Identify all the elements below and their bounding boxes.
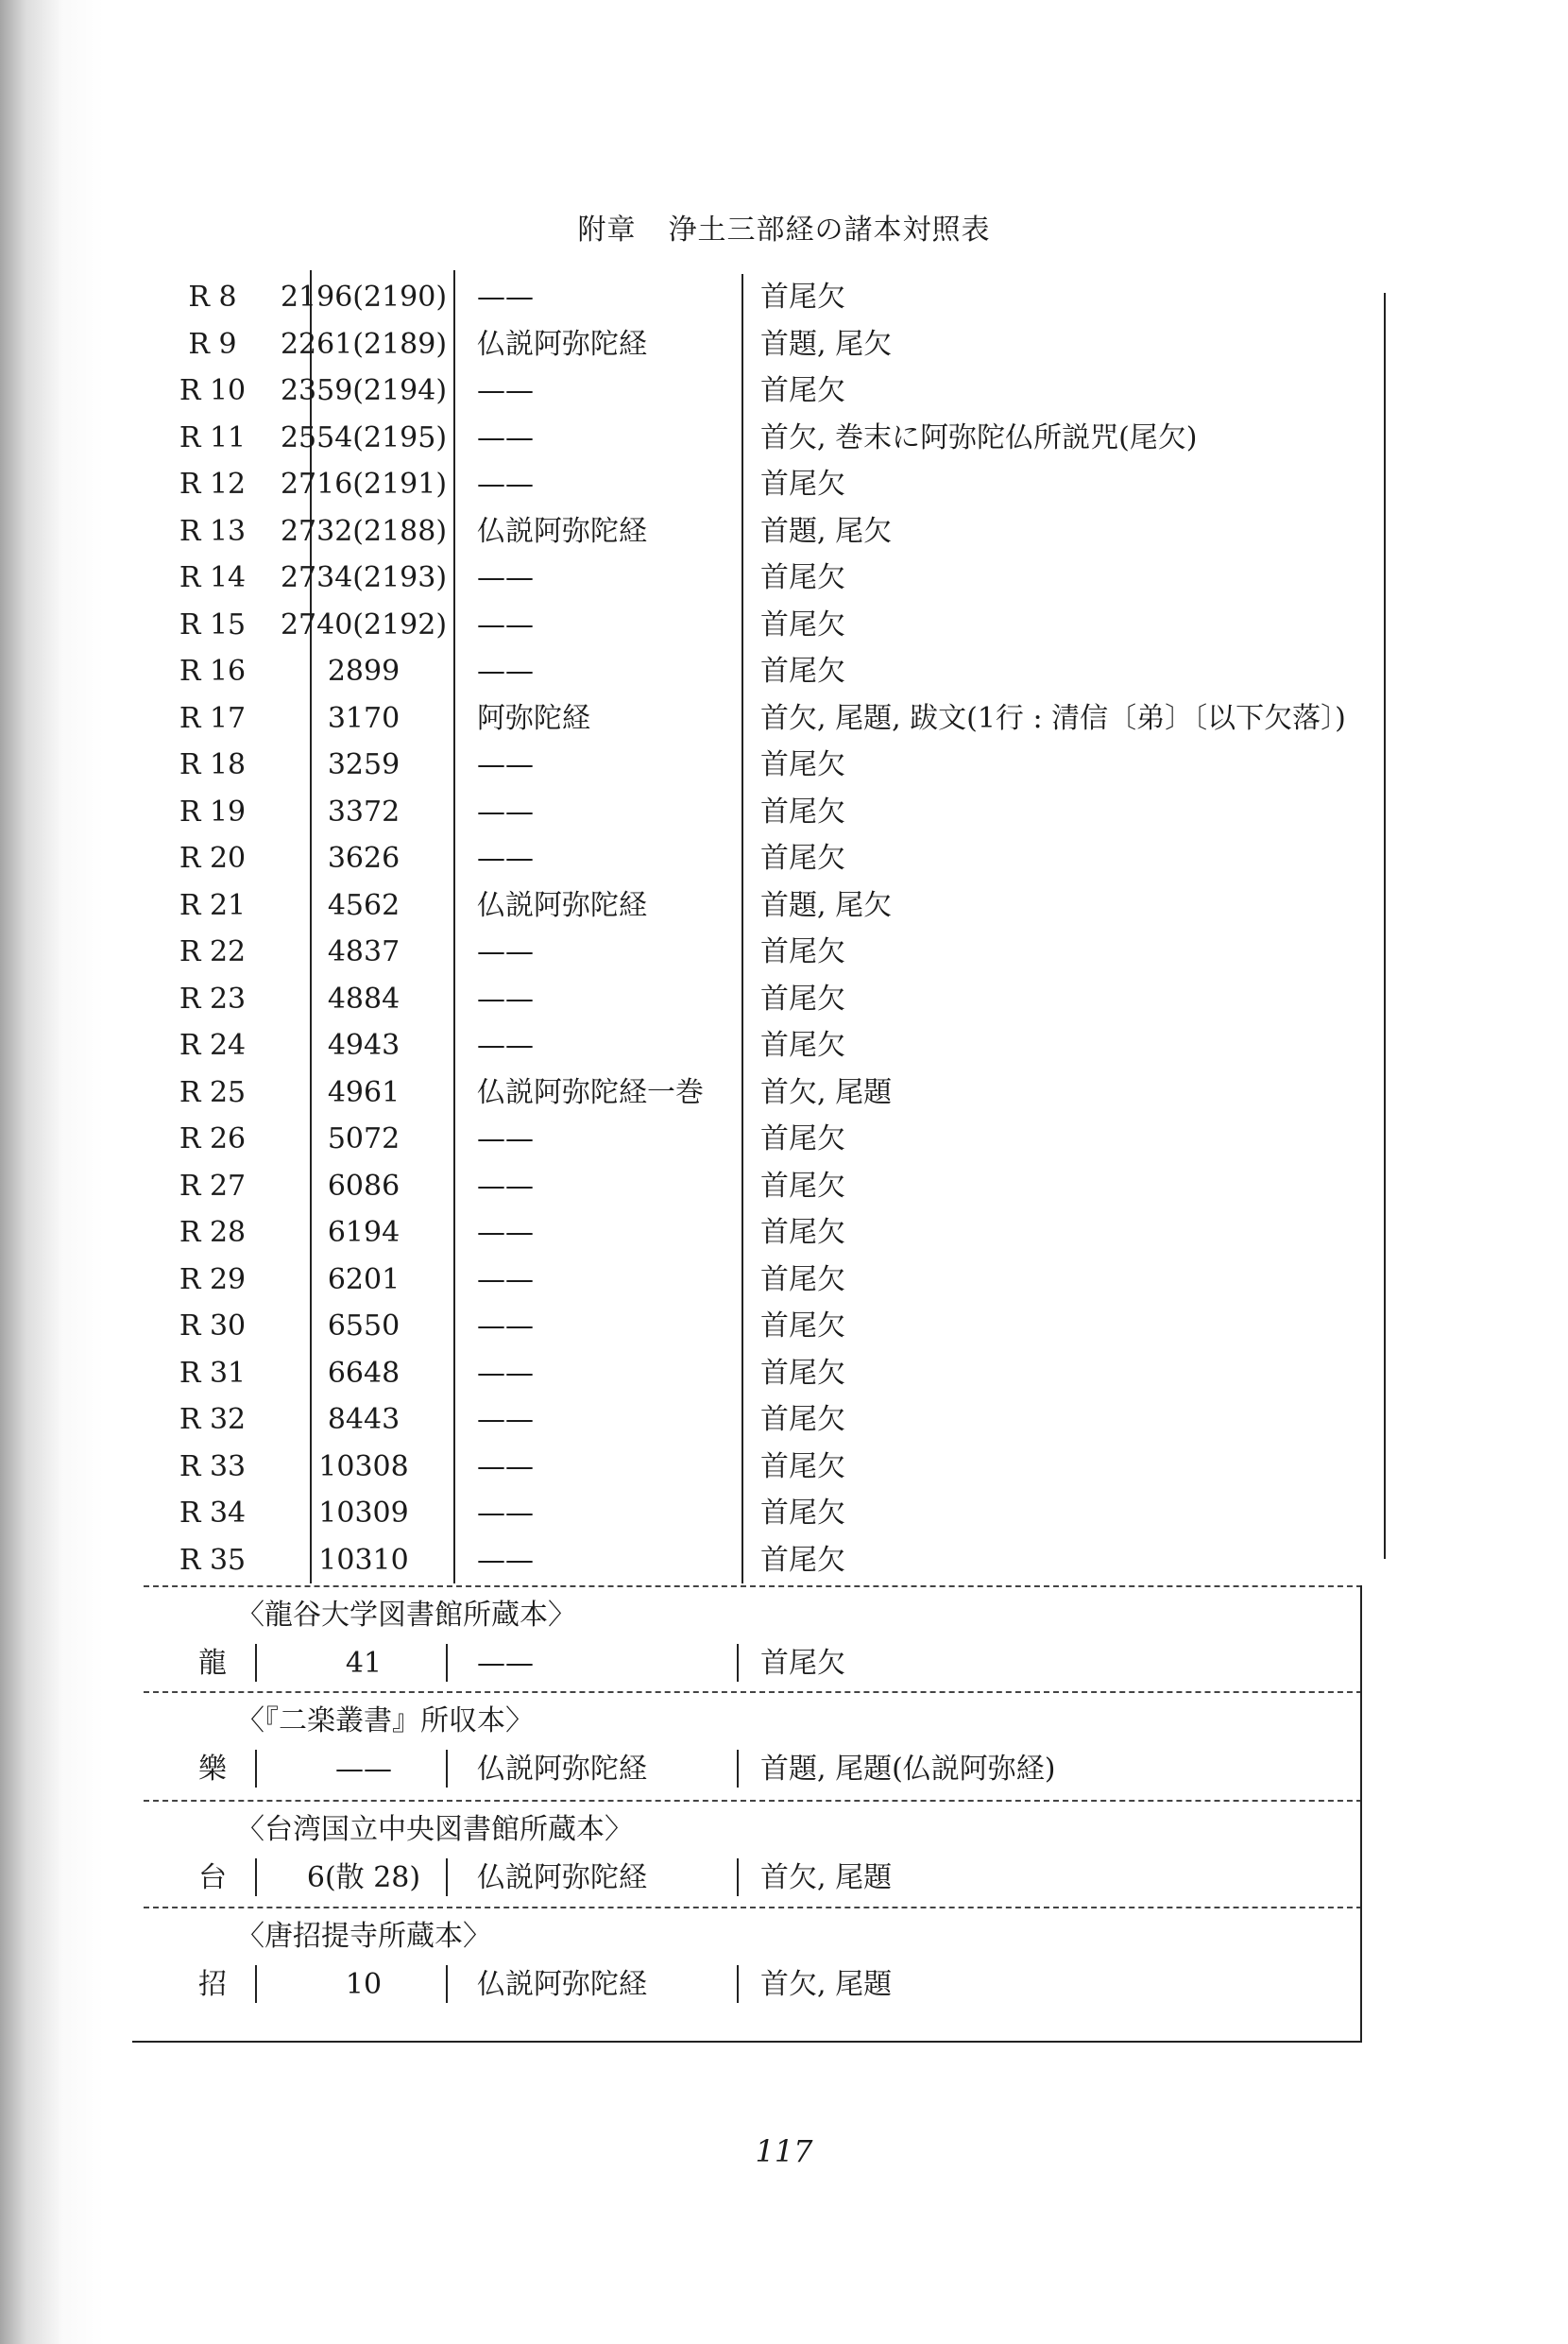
row-note: 首尾欠 [760,1356,845,1390]
right-rule-lower [1360,1585,1362,2043]
row-number: 6194 [327,1216,401,1249]
page-title: 浄土三部経の諸本対照表 [668,214,991,247]
table-row [132,1537,1360,1584]
row-id: R 28 [179,1216,247,1249]
row-title: —— [477,1497,534,1530]
row-note: 首尾欠 [760,1309,845,1343]
row-title: 阿弥陀経 [477,701,590,735]
row-note: 首題, 尾題(仏説阿弥経) [760,1753,1056,1786]
section-col-rule [446,1858,448,1896]
section-heading: 〈台湾国立中央図書館所蔵本〉 [236,1813,633,1846]
row-title: —— [477,1543,534,1577]
row-note: 首尾欠 [760,1122,845,1155]
table-row [132,321,1360,368]
row-note: 首尾欠 [760,374,845,407]
section-col-rule [446,1750,448,1788]
row-id: R 30 [179,1309,247,1343]
table-bottom-rule [132,2041,1360,2043]
row-title: —— [477,1403,534,1436]
row-title: —— [477,607,534,642]
row-title: —— [477,468,534,501]
row-number: 4943 [327,1029,401,1062]
row-title: —— [477,1356,534,1390]
row-id: R 25 [179,1075,247,1109]
row-id: R 9 [188,327,237,361]
row-number: 4562 [327,888,401,922]
row-title: —— [477,1647,534,1680]
row-note: 首尾欠 [760,935,845,968]
row-id: R 35 [179,1543,247,1577]
row-id: R 24 [179,1029,247,1062]
row-number: 3259 [327,748,401,781]
row-number: 10309 [318,1497,409,1530]
chapter-label: 附章 [577,214,637,247]
row-id: R 23 [179,982,247,1016]
table-row [132,1350,1360,1397]
row-number: 2359(2194) [280,374,448,407]
table-row [132,648,1360,695]
row-id: R 31 [179,1356,247,1390]
row-id: 樂 [198,1753,227,1786]
row-number: 2716(2191) [280,468,448,501]
table-row [132,742,1360,789]
row-number: 2899 [327,655,401,688]
row-title: 仏説阿弥陀経一巻 [477,1075,704,1109]
row-note: 首尾欠 [760,607,845,642]
section-divider [144,1907,1362,1908]
row-id: R 15 [179,607,247,642]
row-id: R 26 [179,1122,247,1155]
section-col-rule [737,1858,739,1896]
row-number: 2196(2190) [280,281,448,314]
row-number: 6086 [327,1169,401,1203]
section-col-rule [737,1750,739,1788]
row-id: 招 [198,1968,227,2001]
row-note: 首尾欠 [760,1647,845,1680]
row-id: R 18 [179,748,247,781]
row-number: 3626 [327,842,401,875]
row-number: 2732(2188) [280,514,448,548]
row-number: 2734(2193) [280,561,448,594]
section-row [132,1855,1360,1902]
row-number: —— [335,1753,392,1786]
section-heading: 〈『二楽叢書』所収本〉 [236,1704,534,1737]
row-note: 首尾欠 [760,655,845,688]
section-col-rule [446,1644,448,1682]
table-row [132,929,1360,976]
row-note: 首尾欠 [760,1029,845,1062]
table-row [132,1022,1360,1069]
row-note: 首題, 尾欠 [760,888,893,922]
row-title: —— [477,374,534,407]
row-title: —— [477,1262,534,1296]
section-divider [144,1585,1362,1587]
table-row [132,415,1360,462]
table-row [132,555,1360,602]
row-title: —— [477,1169,534,1203]
table-row [132,882,1360,930]
section-col-rule [255,1750,257,1788]
row-number: 41 [345,1647,383,1680]
row-id: R 32 [179,1403,247,1436]
row-number: 2261(2189) [280,327,448,361]
row-note: 首尾欠 [760,1403,845,1436]
row-note: 首欠, 尾題 [760,1075,893,1109]
row-id: R 13 [179,514,247,548]
row-id: R 16 [179,655,247,688]
row-number: 4961 [327,1075,401,1109]
row-note: 首尾欠 [760,748,845,781]
row-id: R 8 [188,281,237,314]
row-title: —— [477,1122,534,1155]
row-note: 首尾欠 [760,1497,845,1530]
row-title: 仏説阿弥陀経 [477,514,647,548]
row-id: R 27 [179,1169,247,1203]
table-row [132,1444,1360,1491]
row-number: 10310 [318,1543,409,1577]
row-title: 仏説阿弥陀経 [477,1861,647,1894]
row-id: R 29 [179,1262,247,1296]
table-row [132,508,1360,556]
row-note: 首題, 尾欠 [760,514,893,548]
row-number: 6550 [327,1309,401,1343]
right-rule [1384,293,1386,1559]
row-number: 10 [345,1968,383,2001]
table-row [132,1163,1360,1210]
row-note: 首尾欠 [760,982,845,1016]
row-title: 仏説阿弥陀経 [477,888,647,922]
section-row [132,1746,1360,1793]
row-note: 首欠, 尾題, 跋文(1行 : 清信〔弟〕〔以下欠落〕) [760,701,1346,735]
row-number: 6648 [327,1356,401,1390]
row-title: —— [477,795,534,829]
row-note: 首尾欠 [760,1262,845,1296]
row-note: 首尾欠 [760,561,845,594]
section-col-rule [255,1644,257,1682]
table-row [132,274,1360,321]
section-col-rule [737,1965,739,2003]
row-title: 仏説阿弥陀経 [477,327,647,361]
table-row [132,602,1360,649]
row-number: 10308 [318,1449,409,1483]
row-note: 首尾欠 [760,1169,845,1203]
row-title: —— [477,561,534,594]
manuscript-table [132,265,1360,2050]
table-row [132,1303,1360,1350]
row-title: —— [477,842,534,875]
section-heading: 〈龍谷大学図書館所蔵本〉 [236,1599,576,1632]
row-title: —— [477,420,534,454]
row-title: —— [477,1449,534,1483]
row-id: R 10 [179,374,247,407]
section-row [132,1640,1360,1687]
table-row [132,1209,1360,1257]
row-number: 4884 [327,982,401,1016]
row-title: 仏説阿弥陀経 [477,1968,647,2001]
row-note: 首尾欠 [760,1216,845,1249]
table-row [132,1490,1360,1537]
row-id: R 17 [179,701,247,735]
row-title: —— [477,1029,534,1062]
scan-shadow-edge [0,0,104,2344]
row-id: R 20 [179,842,247,875]
row-id: R 14 [179,561,247,594]
row-title: —— [477,1216,534,1249]
row-id: R 34 [179,1497,247,1530]
row-title: —— [477,748,534,781]
row-note: 首欠, 巻末に阿弥陀仏所説咒(尾欠) [760,420,1198,454]
row-number: 3372 [327,795,401,829]
section-divider [144,1691,1362,1693]
table-row [132,1069,1360,1117]
table-row [132,1396,1360,1444]
row-id: 台 [198,1861,227,1894]
row-note: 首欠, 尾題 [760,1968,893,2001]
table-row [132,976,1360,1023]
row-number: 3170 [327,701,401,735]
row-number: 4837 [327,935,401,968]
row-number: 8443 [327,1403,401,1436]
row-note: 首尾欠 [760,1449,845,1483]
row-title: —— [477,982,534,1016]
row-title: —— [477,935,534,968]
table-row [132,789,1360,836]
running-header [0,206,1568,248]
section-col-rule [446,1965,448,2003]
row-id: R 33 [179,1449,247,1483]
section-heading: 〈唐招提寺所蔵本〉 [236,1920,491,1953]
table-row [132,1257,1360,1304]
row-note: 首欠, 尾題 [760,1861,893,1894]
row-number: 6201 [327,1262,401,1296]
row-id: R 21 [179,888,247,922]
row-number: 5072 [327,1122,401,1155]
section-row [132,1961,1360,2009]
table-row [132,1116,1360,1163]
row-id: R 22 [179,935,247,968]
row-id: R 12 [179,468,247,501]
row-title: —— [477,281,534,314]
table-row [132,835,1360,882]
row-number: 2740(2192) [280,607,448,642]
row-note: 首題, 尾欠 [760,327,893,361]
table-row [132,368,1360,415]
table-row [132,695,1360,743]
section-col-rule [255,1858,257,1896]
row-note: 首尾欠 [760,795,845,829]
page-number: 117 [755,2133,813,2169]
row-note: 首尾欠 [760,281,845,314]
row-id: R 19 [179,795,247,829]
row-note: 首尾欠 [760,842,845,875]
row-id: 龍 [198,1647,227,1680]
row-note: 首尾欠 [760,1543,845,1577]
row-number: 6(散 28) [306,1861,421,1894]
row-title: 仏説阿弥陀経 [477,1753,647,1786]
section-col-rule [255,1965,257,2003]
table-row [132,461,1360,508]
row-title: —— [477,655,534,688]
row-id: R 11 [179,420,247,454]
row-note: 首尾欠 [760,468,845,501]
row-title: —— [477,1309,534,1343]
section-divider [144,1800,1362,1802]
section-col-rule [737,1644,739,1682]
row-number: 2554(2195) [280,420,448,454]
